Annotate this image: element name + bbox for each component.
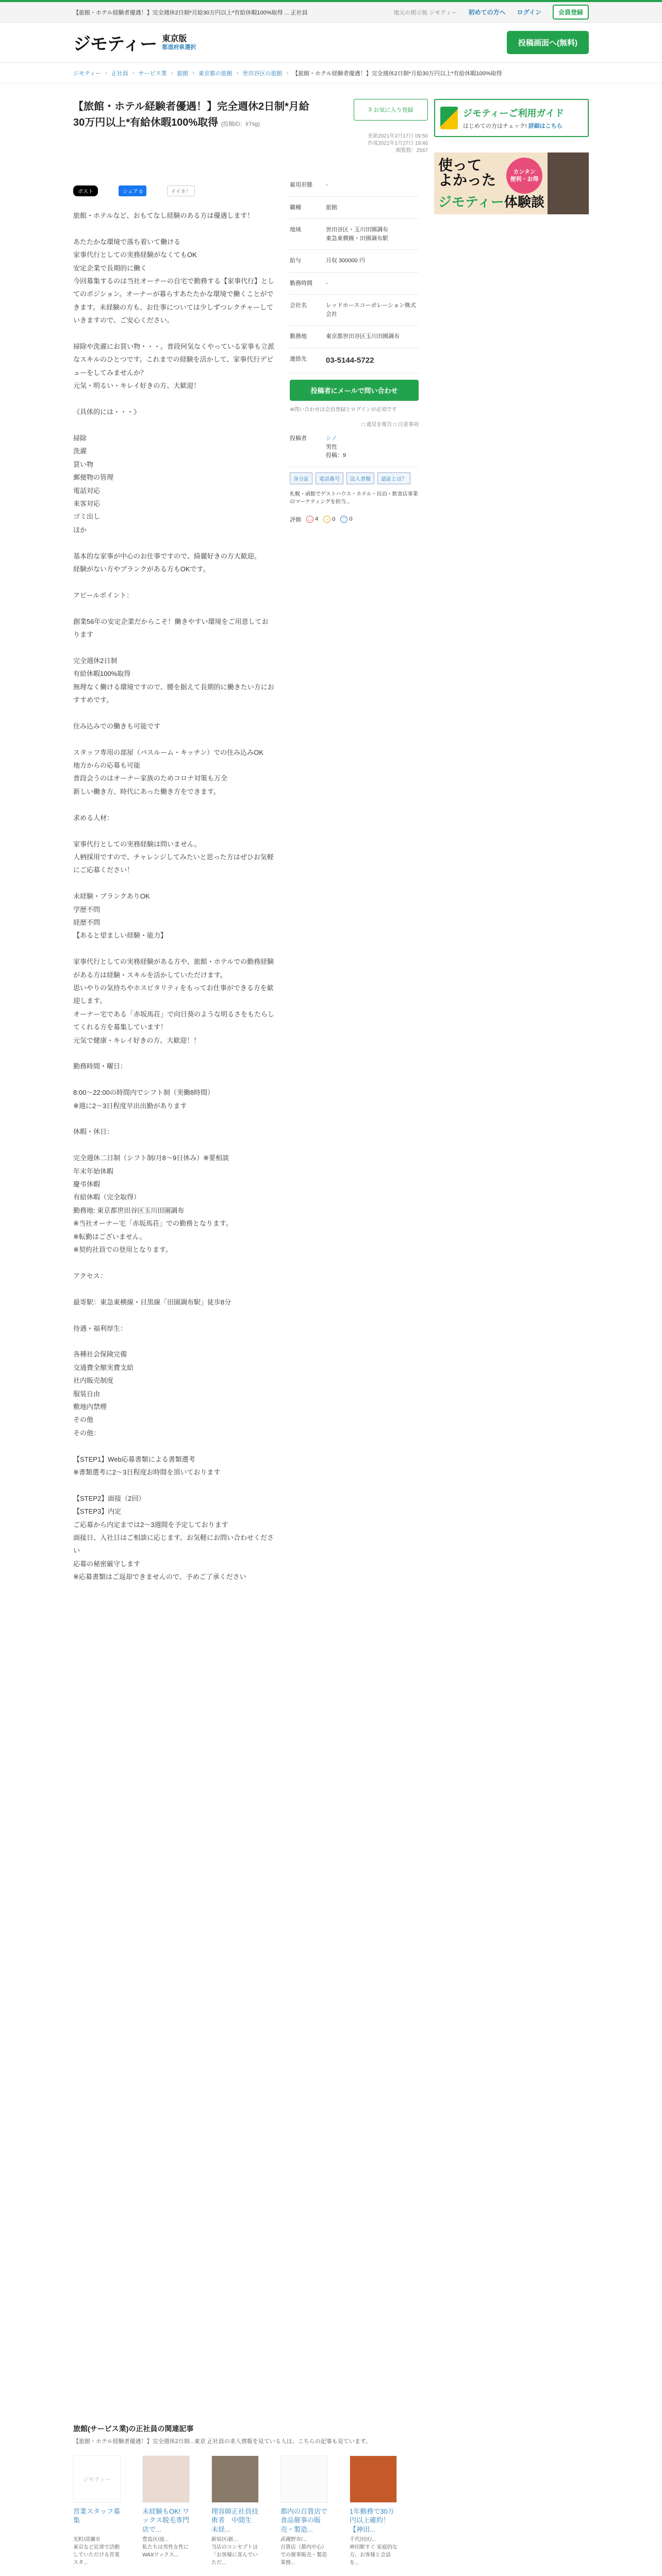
detail-key: 勤務地 [290, 333, 307, 340]
detail-key: 職種 [290, 204, 301, 211]
iine-button[interactable]: イイネ！ [167, 185, 194, 196]
guide-title: ジモティーご利用ガイド [463, 108, 565, 118]
created-date: 作成2021年1月27日 19:40 [368, 141, 428, 146]
detail-row [290, 295, 419, 326]
related-card[interactable] [280, 2455, 330, 2567]
chevron-right-icon: › [236, 70, 239, 76]
company-value: レッドホースコーポレーション株式会社 [326, 302, 416, 317]
detail-value: - [326, 182, 328, 188]
contact-mail-button[interactable]: 投稿者にメールで問い合わせ [290, 380, 419, 401]
detail-key: 会社名 [290, 302, 307, 309]
normal-face-icon: – [323, 516, 330, 523]
related-card[interactable] [350, 2455, 399, 2567]
favorite-label: お気に入り登録 [373, 107, 413, 113]
breadcrumb-item[interactable]: 旅館 [177, 70, 189, 77]
story-line1: 使って [438, 157, 482, 173]
detail-panel [290, 159, 419, 1584]
chevron-right-icon: › [132, 70, 135, 76]
normal-count: 0 [332, 516, 336, 522]
bad-face-icon: ◠ [340, 516, 347, 523]
page-title [73, 99, 316, 155]
verification-help-link[interactable]: 認証とは？ [377, 472, 410, 484]
detail-row [290, 348, 419, 374]
breadcrumb-item[interactable]: ジモティー [73, 70, 102, 77]
bad-count: 0 [349, 516, 353, 522]
post-button[interactable]: 投稿画面へ(無料) [507, 31, 589, 54]
related-subtitle: 【旅館・ホテル経験者優遇！】完全週休2日制...東京 正社員の求人情報を見ている人は、こちらの記事も見ています。 [73, 2438, 371, 2445]
card-title[interactable]: 未経験もOK! ワックス脱毛専門店で... [142, 2507, 190, 2533]
related-title: 旅館(サービス業)の正社員の関連記事 [73, 2424, 194, 2433]
breadcrumb-current: 【旅館・ホテル経験者優遇！】完全週休2日制*月給30万円以上*有給休暇100%取得 [292, 70, 502, 77]
logo-text: ジモティー [73, 35, 157, 54]
detail-row [290, 250, 419, 273]
title-text: 【旅館・ホテル経験者優遇！】完全週休2日制*月給30万円以上*有給休暇100%取得 [73, 101, 309, 128]
detail-key: 給与 [290, 258, 301, 264]
card-title[interactable]: 営業スタッフ募集 [73, 2507, 121, 2524]
poster-description: 札幌・函館でゲストハウス・ホテル・民泊・飲食店事業のマーケティングを担当... [290, 491, 418, 505]
person-photo [548, 152, 589, 214]
chevron-right-icon: › [171, 70, 173, 76]
poster-post-count: 投稿：9 [326, 452, 346, 459]
post-body: 旅館・ホテルなど、おもてなし経験のある方は優遇します！ あたたかな環境で落ち着いて働ける 家事代行としての実務経験がなくてもOK 安定企業で長期的に働く 今回募集するのは当社オーナーの自宅で勤務する【家事代行】としてのポジション。オーナーが暮らすあたたかな環境で働くことができます。未経験の方も、お仕事については少しずつレクチャーしていきますので、ご安心ください。 掃除や洗濯にお買い物・・・。普段何気なくやっている家事も立派なスキルのひとつです。これまでの経験を活かして、家事代行デビューをしてみませんか？ 元気・明るい・キレイ好きの方、大歓迎！ 《具体的には・・・》 掃除 洗濯 買い物 郵便物の管理 電話対応 来客対応 ゴミ出し ほか 基本的な家事が中心のお仕事ですので、綺麗好きの方大歓迎。 経験がない方やブランクがある方もOKです。 アピールポイント： 創業56年の安定企業だからこそ！働きやすい環境をご用意しております 完全週休2日制 有給休暇100%取得 無理なく働ける環境ですので、腰を据えて長期的に働きたい方におすすめです。 住み込みでの働きも可能です スタッフ専用の部屋（バスルーム・キッチン）での住み込みOK 地方からの応募も可能 普段会うのはオーナー家族のためコロナ対策も万全 新しい働き方、時代にあった働き方をできます。 求める人材： 家事代行としての実務経験は問いません。 人柄採用ですので、チャレンジしてみたいと思った方はぜひお気軽にご応募ください！ 未経験・ブランクありOK 学歴不問 経歴不問 【あると望ましい経験・能力】 家事代行としての実務経験がある方や、旅館・ホテルでの勤務経験がある方は経験・スキルを活かしていただけます。 思いやりの気持ちやホスピタリティをもってお仕事ができる方を歓迎します。 オーナー宅である「赤坂馬荘」で向日葵のような明るさをもたらしてくれる方を募集しています！ 元気で健康・キレイ好きの方、大歓迎！！ 勤務時間・曜日： 8:00〜22:00の時間内でシフト制（実働8時間） ※週に2〜3日程度早出出勤があります 休暇・休日： 完全週休二日制（シフト制/月8〜9日休み）※要相談 年末年始休暇 慶弔休暇 有給休暇（完全取得） 勤務地: 東京都世田谷区玉川田園調布 ※当社オーナー宅「赤坂馬荘」での勤務となります。 ※転勤はございません。 ※契約社員での登用となります。 アクセス： 最寄駅：東急東横線・目黒線「田園調布駅」徒歩8分 待遇・福利厚生： 各種社会保険完備 交通費全額実費支給 社内販売制度 服装自由 敷地内禁煙 その他 その他： 【STEP1】Web応募書類による書類選考 ※書類選考に2〜3日程度お時間を頂いております 【STEP2】面接（2回） 【STEP3】内定 ご応募から内定までは2〜3週間を予定しております 面接日、入社日はご相談に応じます。お気軽にお問い合わせください 応募の秘密厳守します ※応募書類はご返却できませんので、予めご了承ください [73, 212, 275, 1581]
page-description: 【旅館・ホテル経験者優遇！】完全週休2日制*月給30万円以上*有給休暇100%取得 ... 正社員 [73, 9, 308, 16]
favorite-count: 3 [368, 107, 372, 113]
post-dates [368, 133, 428, 155]
salary-value: 月収 300000 円 [326, 258, 365, 264]
related-card[interactable] [73, 2455, 123, 2567]
related-articles [0, 2424, 662, 2576]
card-meta: 千代田区/... 神田駅すぐ 家庭的な方、お客様と会話を... [350, 2536, 398, 2566]
card-title[interactable]: 都内の百貨店で食品催事の販売・製造... [280, 2507, 328, 2533]
phone-badge: 電話番号 [316, 472, 343, 484]
detail-row [290, 174, 419, 197]
register-button[interactable]: 会員登録 [553, 5, 589, 20]
logo[interactable] [73, 30, 196, 55]
breadcrumb-item[interactable]: 東京都の旅館 [198, 70, 233, 77]
detail-row [290, 326, 419, 348]
beginner-mark-icon [440, 107, 458, 129]
story-brand: ジモティー [438, 194, 504, 210]
breadcrumb-item[interactable]: 世田谷区の旅館 [242, 70, 283, 77]
twitter-share-button[interactable]: ポスト [73, 185, 98, 196]
breadcrumb [0, 63, 662, 83]
good-face-icon: ◡ [306, 516, 313, 523]
evaluation [290, 515, 419, 523]
detail-row [290, 219, 419, 250]
main-content [73, 83, 428, 1584]
favorite-button[interactable] [354, 99, 428, 121]
card-meta: 光町/清瀬市 東京など近郊で活動していただける営業スタ... [73, 2536, 120, 2566]
corp-badge: 法人書類 [346, 472, 374, 484]
facebook-share-button[interactable]: シェア 0 [119, 185, 146, 196]
thumbnail-image [211, 2455, 259, 2503]
site-header [0, 23, 662, 63]
view-count: 閲覧数：2567 [395, 148, 428, 154]
guide-banner[interactable] [434, 99, 589, 137]
chevron-right-icon: › [192, 70, 194, 76]
detail-key: 連絡先 [290, 355, 307, 362]
related-card[interactable] [142, 2455, 192, 2567]
good-count: 4 [315, 516, 319, 522]
breadcrumb-item[interactable]: 正社員 [111, 70, 128, 77]
verification-badges [290, 472, 419, 484]
poster-name-link[interactable]: シノ [326, 435, 337, 442]
card-meta: 豊島区/池... 私たちは男性女性にWAXワックス... [142, 2536, 189, 2558]
report-links[interactable]: □ 違反を報告 □ 注意事項 [361, 422, 419, 428]
thumbnail-image [350, 2455, 397, 2503]
phone-value: 03-5144-5722 [326, 355, 374, 365]
region-name: 東京版 [162, 35, 187, 44]
chevron-right-icon: › [105, 70, 107, 76]
post-id: (投稿ID：lr7sg) [221, 121, 260, 127]
top-bar [0, 0, 662, 23]
workplace-value: 東京都世田谷区玉川田園調布 [326, 333, 400, 340]
detail-key: 勤務時間 [290, 280, 312, 286]
card-title[interactable]: 1年勤務で30万円以上確約！【神田... [350, 2507, 394, 2533]
guide-sub: はじめての方はチェック! [463, 123, 527, 129]
detail-row [290, 273, 419, 295]
card-meta: 新宿区/新... 当店のコンセプトは「お客様に喜んでいただ... [211, 2536, 258, 2566]
id-badge: 身分証 [290, 472, 312, 484]
poster-label: 投稿者 [290, 435, 307, 442]
story-banner[interactable] [434, 152, 589, 214]
area-value: 世田谷区・玉川田園調布 東急東横線・田園調布駅 [326, 227, 388, 242]
detail-value: - [326, 280, 328, 286]
evaluation-label: 評価 [290, 516, 301, 523]
thumbnail-image: ジモティー [73, 2455, 121, 2503]
poster-row [290, 428, 419, 467]
breadcrumb-item[interactable]: サービス業 [138, 70, 167, 77]
detail-key: 雇用形態 [290, 182, 312, 188]
card-meta: 武蔵野市/... 百貨店（都内中心）での催事販売・製造業務... [280, 2536, 327, 2566]
poster-gender: 男性 [326, 444, 337, 450]
guide-link[interactable]: 詳細はこちら [528, 123, 562, 129]
detail-key: 地域 [290, 227, 301, 233]
related-grid [73, 2455, 434, 2576]
thumbnail-image [280, 2455, 328, 2503]
thumbnail-image [142, 2455, 190, 2503]
updated-date: 更新2021年2月17日 09:50 [368, 133, 428, 139]
job-type-link[interactable]: 旅館 [326, 204, 337, 211]
related-card[interactable] [211, 2455, 261, 2567]
region-select-link[interactable]: 都道府県選択 [162, 44, 196, 50]
share-buttons [73, 185, 274, 196]
story-line2: よかった [438, 172, 496, 189]
story-brand2: 体験談 [504, 194, 544, 210]
detail-row [290, 197, 419, 219]
login-link[interactable]: ログイン [517, 9, 541, 16]
story-bubble: カンタン 便利・お得 [506, 158, 542, 194]
sidebar [434, 83, 589, 1584]
chevron-right-icon: › [286, 70, 289, 76]
contact-note: ※問い合わせは会員登録とログインが必須です [290, 407, 397, 413]
card-title[interactable]: 理容師正社員技術者 中間生 未経... [211, 2507, 259, 2533]
first-time-link[interactable]: 初めての方へ [468, 9, 506, 16]
region-link[interactable]: 地元の掲示板 ジモティー [393, 9, 457, 16]
